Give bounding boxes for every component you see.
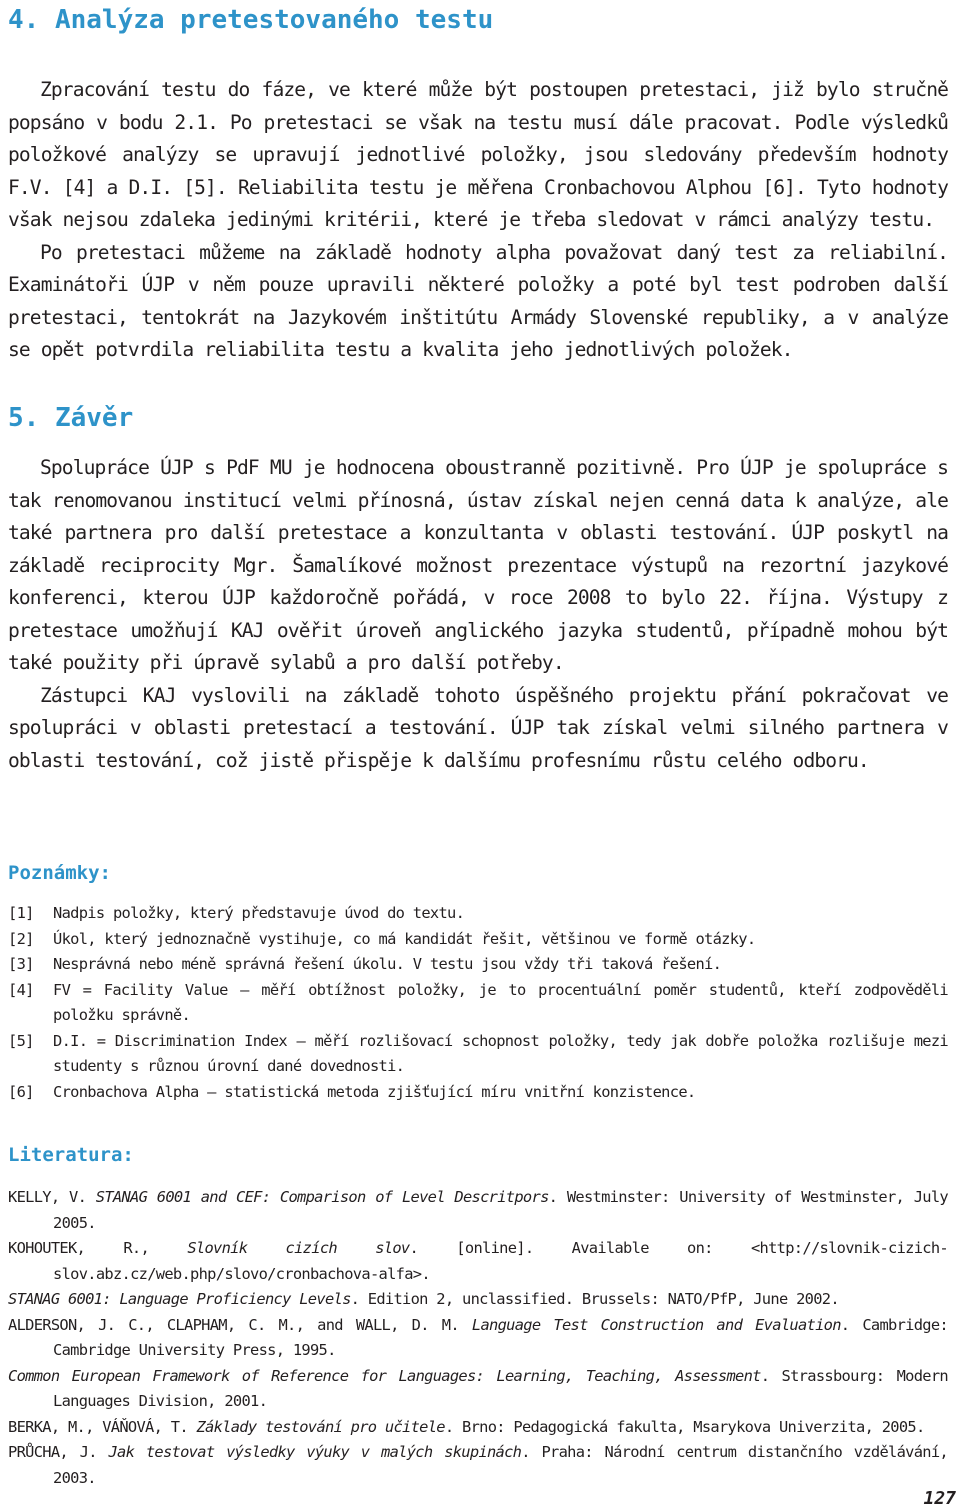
reference-item [8,1415,948,1441]
paragraph: Zástupci KAJ vyslovili na základě tohoto úspěšného projektu přání pokračovat ve spolupráci v oblasti pretestací a testování. ÚJP tak získal velmi silného partnera v oblasti testování, což jistě přispěje k dalšímu profesnímu růstu celého odboru. [8,683,948,772]
reference-title: Základy testování pro učitele [196,1417,445,1436]
reference-title: Common European Framework of Reference for Languages: Learning, Teaching, Assessment [8,1366,761,1385]
note-number: [2] [8,929,34,948]
literature-heading: Literatura: [8,1144,134,1166]
reference-item [8,1185,948,1236]
section-5-heading: 5. Závěr [8,403,134,433]
reference-authors: KELLY, V. [8,1188,96,1206]
note-number: [6] [8,1082,34,1101]
reference-details: . Praha: Národní centrum distančního vzdělávání, 2003. [53,1443,948,1487]
note-item [8,1080,948,1106]
reference-details: . Brno: Pedagogická fakulta, Msarykova Univerzita, 2005. [444,1417,925,1436]
reference-details: . Edition 2, unclassified. Brussels: NATO/PfP, June 2002. [350,1290,839,1308]
reference-title: STANAG 6001 and CEF: Comparison of Level Descritpors [95,1188,549,1206]
reference-details: . Cambridge: Cambridge University Press, 1995. [53,1315,948,1359]
note-item [8,927,948,953]
note-item [8,978,948,1029]
note-text: Nadpis položky, který představuje úvod do textu. [53,904,465,922]
note-text: FV = Facility Value – měří obtížnost položky, je to procentuální poměr studentů, kteří zodpověděli položku správně. [53,980,948,1024]
notes-heading: Poznámky: [8,862,111,884]
note-number: [1] [8,904,34,922]
reference-authors: KOHOUTEK, R., [8,1239,188,1257]
paragraph: Spolupráce ÚJP s PdF MU je hodnocena oboustranně pozitivně. Pro ÚJP je spolupráce s tak renomovanou institucí velmi přínosná, ústav získal nejen cenná data k analýze, ale také partnera pro další pretestace a konzultanta v oblasti testování. ÚJP poskytl na základě reciprocity Mgr. Šamalíkové možnost prezentace výstupů na rezortní jazykové konferenci, kterou ÚJP každoročně pořádá, v roce 2008 to bylo 22. října. Výstupy z pretestace umožňují KAJ ověřit úroveň anglického jazyka studentů, případně mohou být také použity při úpravě sylabů a pro další potřeby. [8,456,948,674]
note-number: [3] [8,955,34,973]
reference-title: Language Test Construction and Evaluation [471,1315,841,1334]
note-text: Cronbachova Alpha – statistická metoda zjišťující míru vnitřní konzistence. [53,1082,696,1101]
section-4-body [8,74,948,367]
reference-title: Slovník cizích slov [187,1239,410,1257]
reference-authors: BERKA, M., VÁŇOVÁ, T. [8,1417,197,1436]
reference-authors: PRŮCHA, J. [8,1443,109,1461]
reference-authors: ALDERSON, J. C., CLAPHAM, C. M., and WALL, D. M. [8,1315,472,1334]
reference-details: . Strassbourg: Modern Languages Division, 2001. [53,1366,948,1410]
notes-list [8,901,948,1105]
reference-item [8,1364,948,1415]
note-number: [4] [8,980,34,999]
reference-item [8,1440,948,1491]
note-item [8,901,948,927]
paragraph: Po pretestaci můžeme na základě hodnoty alpha považovat daný test za reliabilní. Examinátoři ÚJP v něm pouze upravili některé položky a poté byl test podroben další pretestaci, tentokrát na Jazykovém inštitútu Armády Slovenské republiky, a v analýze se opět potvrdila reliabilita testu a kvalita jeho jednotlivých položek. [8,240,948,361]
reference-title: Jak testovat výsledky výuky v malých skupinách [108,1443,522,1461]
reference-details: . [online]. Available on: <http://slovnik-cizich-slov.abz.cz/web.php/slovo/cronbachova-alfa>. [53,1239,948,1283]
reference-title: STANAG 6001: Language Proficiency Levels [8,1290,351,1308]
note-text: D.I. = Discrimination Index – měří rozlišovací schopnost položky, tedy jak dobře položka rozlišuje mezi studenty s různou úrovní dané dovednosti. [53,1031,948,1075]
reference-list [8,1185,948,1491]
section-5-body [8,452,948,777]
reference-item [8,1287,948,1313]
note-number: [5] [8,1031,34,1050]
page-number: 127 [923,1488,956,1509]
note-item [8,1029,948,1080]
reference-item [8,1236,948,1287]
note-item [8,952,948,978]
reference-item [8,1313,948,1364]
note-text: Úkol, který jednoznačně vystihuje, co má kandidát řešit, většinou ve formě otázky. [53,929,756,948]
note-text: Nesprávná nebo méně správná řešení úkolu. V testu jsou vždy tři taková řešení. [53,955,722,973]
section-4-heading: 4. Analýza pretestovaného testu [8,5,494,35]
reference-details: . Westminster: University of Westminster, July 2005. [53,1188,948,1232]
paragraph: Zpracování testu do fáze, ve které může být postoupen pretestaci, již bylo stručně popsáno v bodu 2.1. Po pretestaci se však na testu musí dále pracovat. Podle výsledků položkové analýzy se upravují jednotlivé položky, jsou sledovány především hodnoty F.V. [4] a D.I. [5]. Reliabilita testu je měřena Cronbachovou Alphou [6]. Tyto hodnoty však nejsou zdaleka jedinými kritérii, které je třeba sledovat v rámci analýzy testu. [8,78,948,231]
